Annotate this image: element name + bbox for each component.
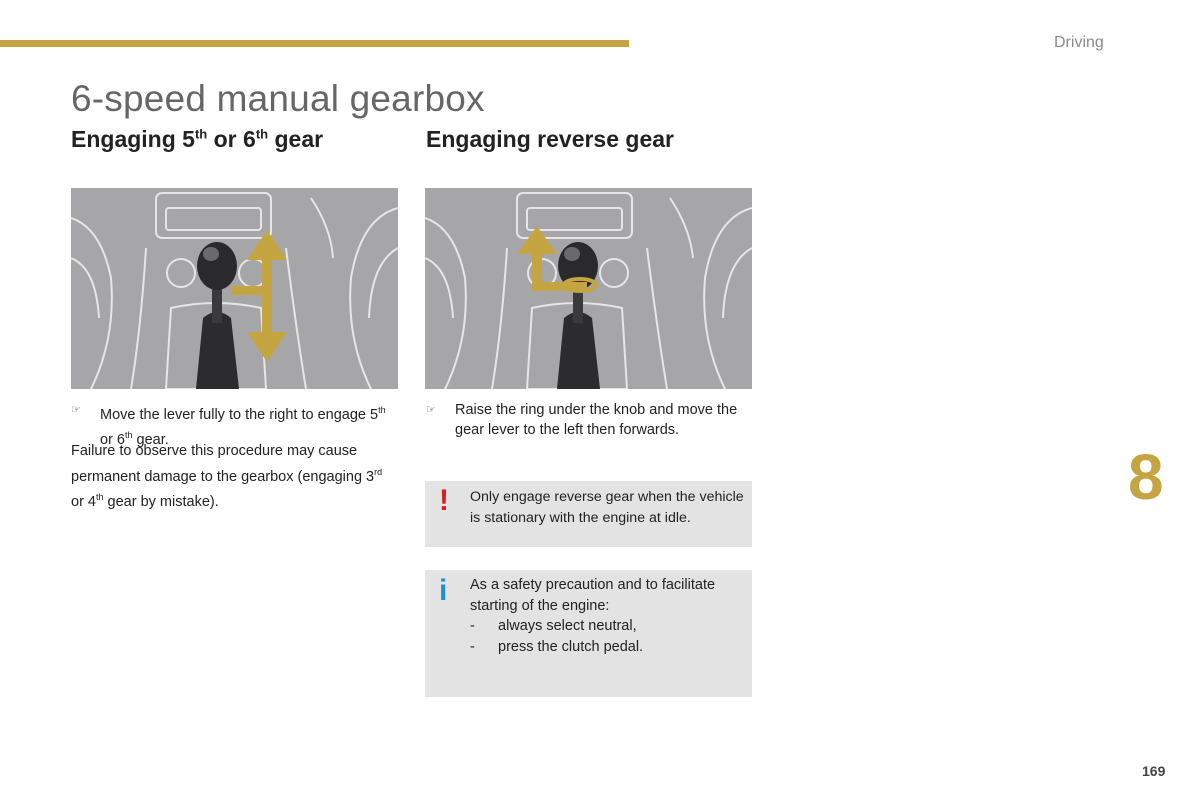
gear-lever-reverse-illustration: [425, 188, 752, 389]
list-item: - always select neutral,: [470, 618, 637, 634]
page-title: 6-speed manual gearbox: [71, 78, 485, 119]
pointing-hand-icon: ☞: [426, 404, 436, 416]
instruction-engage-5th-6th: ☞ Move the lever fully to the right to engage 5th or 6th gear.: [71, 400, 391, 450]
info-text: As a safety precaution and to facilitate starting of the engine: - always select neutral, - press the clutch pedal.: [470, 575, 750, 657]
damage-warning-paragraph: Failure to observe this procedure may cause permanent damage to the gearbox (engaging 3rd or 4th gear by mistake).: [71, 443, 383, 510]
section-label: Driving: [1054, 34, 1104, 51]
warning-exclamation-icon: !: [439, 484, 449, 517]
pointing-hand-icon: ☞: [71, 404, 81, 416]
instruction-engage-reverse: ☞ Raise the ring under the knob and move the gear lever to the left then forwards.: [426, 402, 738, 438]
warning-note: [425, 481, 752, 547]
list-item: - press the clutch pedal.: [470, 638, 644, 655]
heading-5th-6th-gear: Engaging 5th or 6th gear: [71, 126, 324, 152]
gear-lever-5th-6th-illustration: [71, 188, 398, 389]
info-list: [470, 616, 750, 657]
warning-text: Only engage reverse gear when the vehicle is stationary with the engine at idle.: [470, 489, 744, 526]
header-accent-bar: [0, 40, 629, 47]
chapter-number: 8: [1128, 441, 1164, 513]
info-icon: i: [439, 574, 448, 607]
info-note: [425, 570, 752, 697]
page-number: 169: [1142, 763, 1166, 779]
heading-reverse-gear: Engaging reverse gear: [426, 126, 674, 152]
